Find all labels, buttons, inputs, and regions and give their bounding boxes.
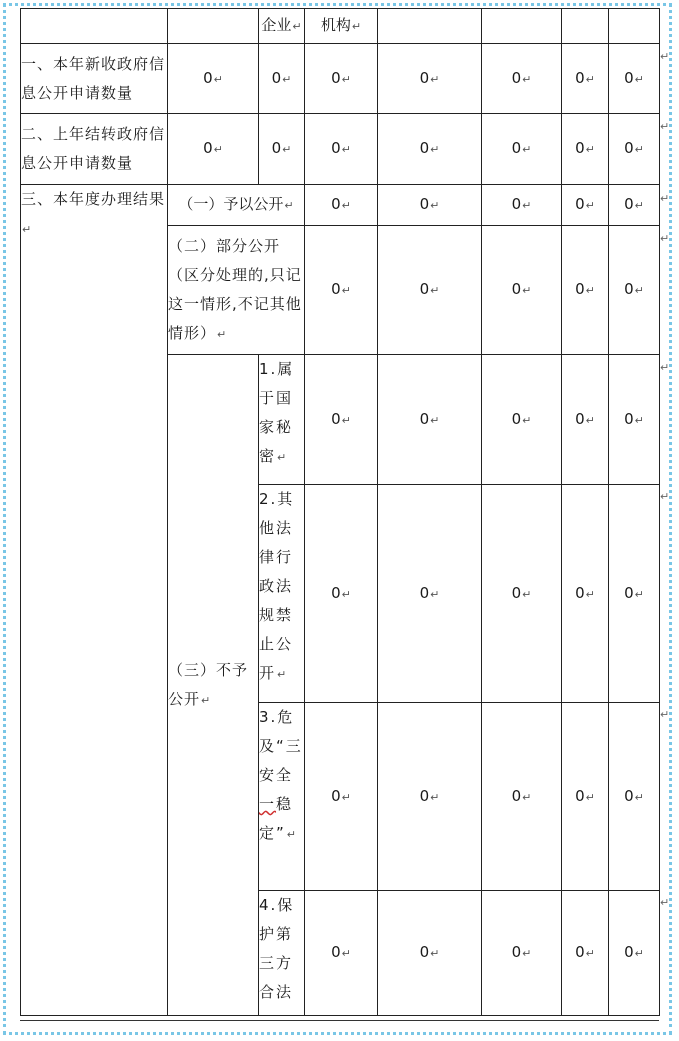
value-cell: 0↵ — [482, 485, 562, 703]
row-end-mark: ↵ — [660, 232, 670, 245]
table-row-disclosed — [21, 185, 660, 226]
value-cell: 0↵ — [305, 891, 378, 1016]
value-cell: 0↵ — [609, 44, 660, 114]
row-end-mark: ↵ — [660, 120, 670, 133]
value-cell: 0↵ — [305, 703, 378, 891]
value-cell: 0↵ — [378, 114, 482, 185]
table-row-new-requests — [21, 44, 660, 114]
value-cell: 0↵ — [609, 485, 660, 703]
header-blank-cell — [378, 9, 482, 44]
value-cell: 0↵ — [305, 185, 378, 226]
row-end-marks — [660, 0, 678, 1041]
value-cell: 0↵ — [378, 44, 482, 114]
value-cell: 0↵ — [609, 703, 660, 891]
value-cell: 0↵ — [378, 185, 482, 226]
value-cell: 0↵ — [482, 114, 562, 185]
value-cell: 0↵ — [562, 226, 609, 355]
value-cell: 0↵ — [562, 485, 609, 703]
header-institution: 机构↵ — [305, 9, 378, 44]
row-label-partially-disclosed: （二）部分公开（区分处理的,只记这一情形,不记其他情形）↵ — [168, 226, 305, 355]
value-cell: 0↵ — [305, 355, 378, 485]
value-cell: 0↵ — [482, 226, 562, 355]
header-blank-cell — [482, 9, 562, 44]
row-end-mark: ↵ — [660, 192, 670, 205]
header-row — [21, 9, 660, 44]
value-cell: 0↵ — [482, 703, 562, 891]
value-cell: 0↵ — [378, 891, 482, 1016]
row-label-new-requests: 一、本年新收政府信息公开申请数量 — [21, 44, 168, 114]
value-cell: 0↵ — [259, 114, 305, 185]
row-end-mark: ↵ — [660, 708, 670, 721]
row-end-mark: ↵ — [660, 50, 670, 63]
header-blank-cell — [21, 9, 168, 44]
row-end-mark: ↵ — [660, 896, 670, 909]
value-cell: 0↵ — [378, 485, 482, 703]
value-cell: 0↵ — [562, 114, 609, 185]
value-cell: 0↵ — [305, 485, 378, 703]
row-end-mark: ↵ — [660, 361, 670, 374]
value-cell: 0↵ — [305, 114, 378, 185]
header-enterprise: 企业↵ — [259, 9, 305, 44]
statistics-table — [20, 8, 660, 1016]
header-blank-cell — [609, 9, 660, 44]
value-cell: 0↵ — [168, 114, 259, 185]
value-cell: 0↵ — [562, 355, 609, 485]
sub-label-state-secret: 1.属于国家秘密↵ — [259, 355, 305, 485]
value-cell: 0↵ — [562, 891, 609, 1016]
table-row-carried-requests — [21, 114, 660, 185]
value-cell: 0↵ — [168, 44, 259, 114]
value-cell: 0↵ — [482, 185, 562, 226]
value-cell: 0↵ — [482, 44, 562, 114]
table-bottom-rule — [20, 1020, 659, 1021]
value-cell: 0↵ — [378, 703, 482, 891]
value-cell: 0↵ — [378, 226, 482, 355]
value-cell: 0↵ — [609, 226, 660, 355]
value-cell: 0↵ — [259, 44, 305, 114]
row-end-mark: ↵ — [660, 490, 670, 503]
row-label-carried-requests: 二、上年结转政府信息公开申请数量 — [21, 114, 168, 185]
row-label-disclosed: （一）予以公开↵ — [168, 185, 305, 226]
value-cell: 0↵ — [609, 355, 660, 485]
value-cell: 0↵ — [305, 226, 378, 355]
value-cell: 0↵ — [609, 114, 660, 185]
header-blank-cell — [562, 9, 609, 44]
value-cell: 0↵ — [562, 703, 609, 891]
value-cell: 0↵ — [482, 891, 562, 1016]
value-cell: 0↵ — [562, 44, 609, 114]
row-label-withheld: （三）不予公开↵ — [168, 355, 259, 1016]
sub-label-third-party: 4.保护第三方合法 — [259, 891, 305, 1016]
value-cell: 0↵ — [378, 355, 482, 485]
value-cell: 0↵ — [609, 891, 660, 1016]
sub-label-law-prohibited: 2.其他法律行政法规禁止公开↵ — [259, 485, 305, 703]
sub-label-three-safety: 3.危及“三安全一稳定”↵ — [259, 703, 305, 891]
row-label-results: 三、本年度办理结果↵ — [21, 185, 168, 1016]
value-cell: 0↵ — [482, 355, 562, 485]
value-cell: 0↵ — [305, 44, 378, 114]
value-cell: 0↵ — [562, 185, 609, 226]
value-cell: 0↵ — [609, 185, 660, 226]
header-blank-cell — [168, 9, 259, 44]
